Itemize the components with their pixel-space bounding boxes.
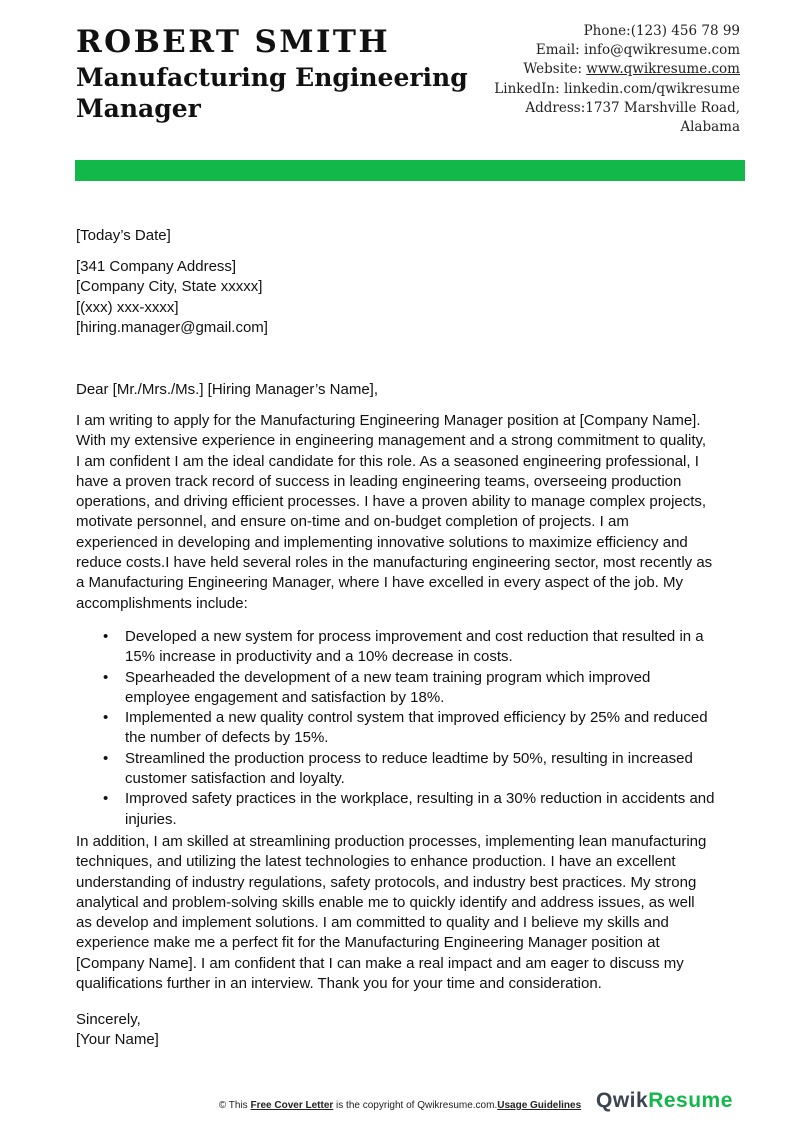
website-label: Website:	[523, 61, 587, 78]
paragraph-line: a Manufacturing Engineering Manager, where I have excelled in every aspect of the job. My	[76, 574, 684, 592]
list-item	[76, 708, 746, 749]
date-text: [Today’s Date]	[76, 227, 171, 244]
list-item	[76, 668, 746, 709]
list-item-line: Improved safety practices in the workplace, resulting in a 30% reduction in accidents and	[125, 790, 715, 808]
free-cover-letter-link[interactable]: Free Cover Letter	[250, 1100, 334, 1111]
signature-name: [Your Name]	[76, 1031, 159, 1049]
accent-divider	[75, 160, 745, 181]
salutation-text: Dear [Mr./Mrs./Ms.] [Hiring Manager’s Name],	[76, 381, 379, 398]
paragraph-line: experienced in developing and implementing innovative solutions to maximize efficiency and	[76, 533, 688, 551]
paragraph-line: reduce costs.I have held several roles in the manufacturing engineering sector, most recently as	[76, 554, 713, 572]
applicant-name: ROBERT SMITH	[76, 24, 391, 60]
footer-middle: is the copyright of Qwikresume.com.	[333, 1100, 498, 1111]
job-title: Manufacturing Engineering Manager	[76, 63, 468, 123]
paragraph-line: I am writing to apply for the Manufacturing Engineering Manager position at [Company Name].	[76, 412, 701, 429]
closing-text: Sincerely,	[76, 1011, 141, 1028]
contact-phone: Phone:(123) 456 78 99	[583, 23, 740, 39]
bullet-icon: •	[103, 709, 109, 727]
qwikresume-logo	[596, 1089, 733, 1112]
recipient-line: [Company City, State xxxxx]	[76, 278, 263, 296]
paragraph-line: analytical and problem-solving skills enable me to quickly identify and address issues, as well	[76, 893, 695, 911]
bullet-icon: •	[103, 628, 109, 645]
list-item-line: employee engagement and satisfaction by 18%.	[125, 688, 445, 706]
list-item-line: the number of defects by 15%.	[125, 729, 329, 747]
paragraph-line: With my extensive experience in engineering management and a strong commitment to quality,	[76, 432, 707, 450]
copyright-footer	[0, 1100, 800, 1111]
contact-website	[494, 60, 740, 79]
list-item-line: Implemented a new quality control system that improved efficiency by 25% and reduced	[125, 709, 708, 727]
list-item-line: Developed a new system for process improvement and cost reduction that resulted in a	[125, 628, 704, 645]
list-item	[76, 749, 746, 790]
bullet-icon: •	[103, 749, 109, 767]
salutation	[76, 380, 746, 400]
paragraph-line: as develop and implement solutions. I am committed to quality and I believe my skills and	[76, 914, 669, 932]
letter-date	[76, 226, 746, 246]
website-link[interactable]: www.qwikresume.com	[586, 61, 740, 78]
paragraph-line: qualifications further in an interview. Thank you for your time and consideration.	[76, 975, 602, 993]
contact-block	[494, 22, 740, 137]
contact-email: Email: info@qwikresume.com	[535, 42, 740, 59]
recipient-address	[76, 257, 746, 338]
list-item-line: 15% increase in productivity and a 10% decrease in costs.	[125, 648, 513, 666]
contact-address-line1: Address:1737 Marshville Road,	[525, 99, 740, 116]
accomplishments-list	[76, 627, 746, 830]
recipient-line: [341 Company Address]	[76, 258, 237, 275]
paragraph-line: [Company Name]. I am confident that I can make a real impact and am eager to discuss my	[76, 954, 684, 972]
list-item-line: Spearheaded the development of a new team training program which improved	[125, 668, 651, 686]
contact-address-line2: Alabama	[680, 119, 740, 136]
paragraph-line: have a proven track record of success in leading engineering teams, overseeing production	[76, 472, 682, 490]
paragraph-line: accomplishments include:	[76, 594, 248, 612]
paragraph-intro	[76, 411, 746, 614]
bullet-icon: •	[103, 668, 109, 686]
paragraph-skills	[76, 832, 746, 994]
list-item	[76, 627, 746, 668]
list-item-line: customer satisfaction and loyalty.	[125, 770, 345, 788]
paragraph-line: motivate personnel, and ensure on-time and on-budget completion of projects. I am	[76, 513, 629, 531]
list-item	[76, 789, 746, 830]
paragraph-line: understanding of industry regulations, safety protocols, and industry best practices. My strong	[76, 873, 697, 891]
paragraph-line: In addition, I am skilled at streamlining production processes, implementing lean manufacturing	[76, 833, 707, 850]
logo-part2: Resume	[648, 1089, 733, 1112]
paragraph-line: experience make me a perfect fit for the Manufacturing Engineering Manager position at	[76, 934, 660, 952]
usage-guidelines-link[interactable]: Usage Guidelines	[497, 1100, 582, 1111]
paragraph-line: operations, and driving efficient processes. I have a proven ability to manage complex projects,	[76, 493, 707, 511]
list-item-line: Streamlined the production process to reduce leadtime by 50%, resulting in increased	[125, 749, 693, 767]
recipient-line: [(xxx) xxx-xxxx]	[76, 298, 179, 316]
bullet-icon: •	[103, 790, 109, 808]
paragraph-line: techniques, and utilizing the latest technologies to enhance production. I have an excellent	[76, 853, 676, 871]
closing-block	[76, 1010, 746, 1051]
list-item-line: injuries.	[125, 810, 177, 828]
contact-linkedin: LinkedIn: linkedin.com/qwikresume	[494, 80, 740, 97]
logo-part1: Qwik	[596, 1089, 649, 1112]
recipient-line: [hiring.manager@gmail.com]	[76, 318, 268, 336]
paragraph-line: I am confident I am the ideal candidate for this role. As a seasoned engineering professional, I	[76, 452, 699, 470]
footer-prefix: © This	[218, 1100, 251, 1111]
